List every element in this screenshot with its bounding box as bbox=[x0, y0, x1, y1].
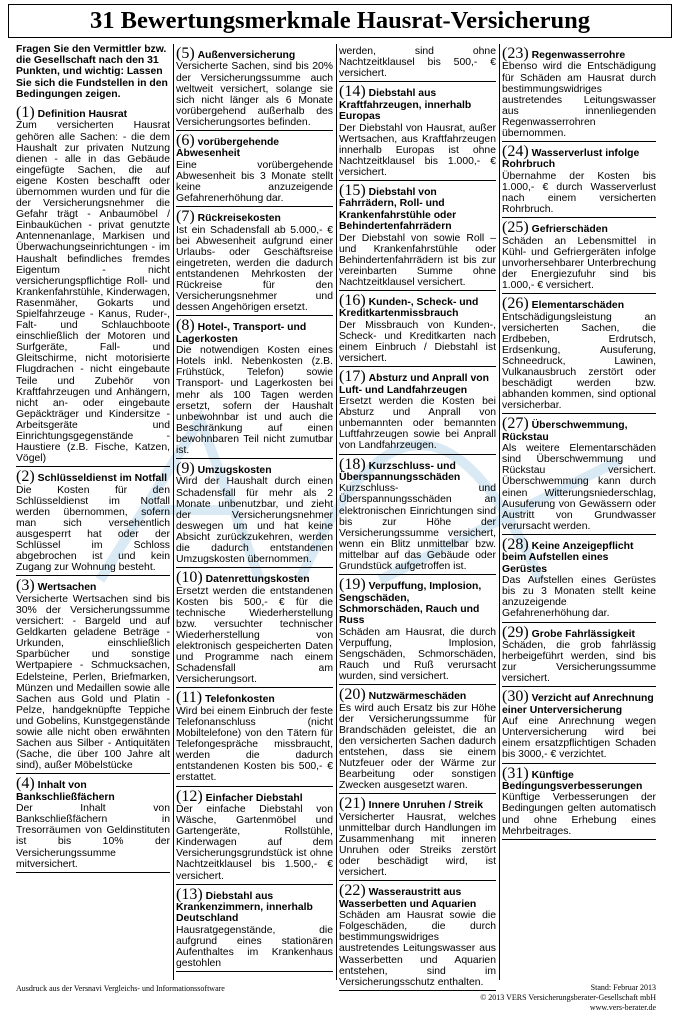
criterion-heading bbox=[176, 789, 333, 804]
criterion-section bbox=[176, 885, 333, 973]
criterion-heading bbox=[339, 183, 496, 233]
criterion-text: Ersetzt werden die Kosten bei Absturz und Anprall von unbemannten oder bemannten Luftfahrzeugen sowie bei Anprall von Landfahrzeugen. bbox=[339, 396, 496, 452]
criterion-section bbox=[176, 459, 333, 568]
criterion-section bbox=[502, 218, 656, 294]
criterion-number: (15) bbox=[339, 181, 366, 199]
criterion-heading bbox=[176, 209, 333, 224]
criterion-title: Definition Hausrat bbox=[37, 109, 128, 121]
criterion-title: Kunden-, Scheck- und Kreditkartenmissbrauch bbox=[339, 297, 479, 320]
column-3 bbox=[339, 44, 496, 988]
criterion-text: Es wird auch Ersatz bis zur Höhe der Versicherungssumme für Brandschäden geleistet, die an den versicherten Sachen dadurch entstehen, dass sie einem Nutzfeuer oder der Wärme zur Bearbeitung oder sonstigen Zwecken ausgesetzt waren. bbox=[339, 702, 496, 792]
criterion-heading bbox=[502, 537, 656, 575]
criterion-number: (7) bbox=[176, 208, 195, 226]
criterion-number: (13) bbox=[176, 885, 203, 903]
criterion-title: Verzicht auf Anrechnung einer Unterversicherung bbox=[502, 693, 654, 716]
criterion-number: (28) bbox=[502, 535, 529, 553]
criterion-heading bbox=[502, 625, 656, 640]
criterion-title: Einfacher Diebstahl bbox=[205, 792, 303, 804]
criterion-text: Kurzschluss- und Überspannungsschäden an elektronischen Einrichtungen sind bis zur Höhe der Versicherungssumme versichert, wenn ein Blitz unmittelbar bzw. mittelbar auf das Gebäude oder Grundstück aufgetroffen ist. bbox=[339, 483, 496, 572]
criterion-text: Schäden am Hausrat sowie die Folgeschäden, die durch bestimmungswidriges austretendes Leitungswasser aus Wasserbetten und Aquarien entstehen, sind im Versicherungsschutz enthalten. bbox=[339, 910, 496, 988]
criterion-number: (14) bbox=[339, 83, 366, 101]
criterion-section bbox=[339, 44, 496, 82]
criterion-text: Die Kosten für den Schlüsseldienst im Notfall werden übernommen, sofern man sich versehentlich ausgesperrt hat oder der Schlüssel im Schloss abgebrochen ist und kein Zugang zur Wohnung besteht. bbox=[16, 484, 170, 574]
criterion-section bbox=[339, 455, 496, 576]
criterion-text: Zum versicherten Hausrat gehören alle Sachen: - die dem Haushalt zur privaten Nutzung dienen - alle in das Gebäude eingefügte Sachen, die auf eigene Kosten beschafft oder übernommen wurden und für die der Versicherungsnehmer die Gefahr trägt - Anbaumöbel / Einbauküchen - privat genutzte Antennenanlage, Markisen und Überwachungseinrichtungen - im Haushalt befindliches fremdes Eigentum - nicht versicherungspflichtige Roll- und Krankenfahrstühle, Kinderwagen, Rasenmäher, Gokarts und Spielfahrzeuge - Kanus, Ruder-, Falt- und Schlauchboote einschließlich der Motoren und Surfgeräte, Fall- und Gleitschirme, nicht motorisierte Flugdrachen - nicht eingebaute Teile und Zubehör von Kraftfahrzeugen und Anhängern, nicht an- oder eingebaute Gepäckträger und Kindersitze - Arbeitsgeräte und Einrichtungsgegenstände - Haustiere (z.B. Fische, Katzen, Vögel) bbox=[16, 120, 170, 465]
column-divider bbox=[173, 44, 174, 980]
column-1 bbox=[16, 44, 170, 982]
footer-copyright: © 2013 VERS Versicherungsberater-Gesellschaft mbH bbox=[480, 993, 656, 1002]
criterion-heading bbox=[176, 318, 333, 345]
criterion-number: (2) bbox=[16, 468, 35, 486]
criterion-section bbox=[502, 414, 656, 535]
criterion-number: (22) bbox=[339, 882, 366, 900]
criterion-section bbox=[339, 685, 496, 794]
criterion-number: (10) bbox=[176, 569, 203, 587]
criterion-title: Regenwasserrohre bbox=[531, 50, 626, 61]
criterion-section bbox=[176, 131, 333, 207]
criterion-heading bbox=[502, 416, 656, 443]
footer-date: Stand: Februar 2013 bbox=[590, 983, 656, 992]
criterion-heading bbox=[176, 570, 333, 585]
criterion-number: (16) bbox=[339, 292, 366, 310]
criterion-title: Kurzschluss- und Überspannungsschäden bbox=[339, 460, 461, 483]
criterion-section bbox=[16, 467, 170, 576]
criterion-title: Diebstahl von Fahrrädern, Roll- und Krankenfahrstühle oder Behindertenfahrrädern bbox=[339, 186, 457, 233]
criterion-section bbox=[339, 181, 496, 291]
criterion-title: Wasserverlust infolge Rohrbruch bbox=[502, 148, 640, 171]
criterion-text: Auf eine Anrechnung wegen Unterversicherung wird bei einem ersatzpflichtigen Schaden bis 3000,- € verzichtet. bbox=[502, 716, 656, 761]
criterion-heading bbox=[339, 293, 496, 320]
criterion-number: (17) bbox=[339, 368, 366, 386]
criterion-number: (20) bbox=[339, 686, 366, 704]
criterion-title: Außenversicherung bbox=[197, 50, 296, 61]
criterion-heading bbox=[502, 220, 656, 235]
criterion-number: (6) bbox=[176, 131, 195, 149]
criterion-heading bbox=[176, 887, 333, 925]
criterion-section bbox=[176, 688, 333, 786]
criterion-section bbox=[16, 774, 170, 872]
criterion-heading bbox=[502, 766, 656, 793]
column-divider bbox=[336, 44, 337, 980]
footer-info bbox=[480, 983, 656, 1013]
criterion-title: Rückreisekosten bbox=[197, 213, 281, 225]
criterion-heading bbox=[339, 883, 496, 910]
criterion-heading bbox=[339, 457, 496, 484]
criterion-section bbox=[502, 764, 656, 840]
criterion-section bbox=[502, 623, 656, 688]
criterion-title: Künftige Bedingungsverbesserungen bbox=[502, 769, 643, 792]
criterion-text: Die notwendigen Kosten eines Hotels inkl. Nebenkosten (z.B. Frühstück, Telefon) sowie Transport- und Lagerkosten bei mehr als 100 Tagen werden ersetzt, sofern der Haushalt unbewohnbar ist und auch die Beschränkung auf einen bewohnbaren Teil nicht zumutbar ist. bbox=[176, 345, 333, 456]
criterion-number: (8) bbox=[176, 317, 195, 335]
criterion-section bbox=[339, 575, 496, 685]
criterion-section bbox=[16, 103, 170, 467]
criterion-text: Künftige Verbesserungen der Bedingungen gelten automatisch und ohne Erhebung eines Mehrbeitrages. bbox=[502, 792, 656, 837]
criterion-text: Versicherter Hausrat, welches unmittelbar durch Handlungen im Zusammenhang mit inneren Unruhen oder Streiks zerstört oder beschädigt wird, ist versichert. bbox=[339, 811, 496, 879]
criterion-text: Schäden, die grob fahrlässig herbeigeführt werden, sind bis zur Versicherungssumme versichert. bbox=[502, 639, 656, 685]
criterion-number: (12) bbox=[176, 787, 203, 805]
criterion-title: Überschwemmung, Rückstau bbox=[502, 420, 628, 443]
criterion-title: Verpuffung, Implosion, Sengschäden, Schmorschäden, Rauch und Russ bbox=[339, 581, 482, 627]
criterion-text: Der einfache Diebstahl von Wäsche, Gartenmöbel und Gartengeräte, Rollstühle, Kinderwagen auf dem Versicherungsgrundstück ist ohne Nachtzeitklausel bis 1.500,- € versichert. bbox=[176, 803, 333, 882]
criterion-title: vorübergehende Abwesenheit bbox=[176, 136, 280, 160]
criterion-number: (4) bbox=[16, 775, 35, 793]
criterion-heading bbox=[502, 144, 656, 171]
criterion-number: (25) bbox=[502, 219, 529, 237]
criterion-title: Hotel-, Transport- und Lagerkosten bbox=[176, 322, 307, 345]
criterion-text: Entschädigungsleistung an versicherten Sachen, die Erdbeben, Erdrutsch, Erdsenkung, Ausuferung, Schneedruck, Lawinen, Vulkanausbruch zerstört oder beschädigt werden bzw. abhanden kommen, sind optional versicherbar. bbox=[502, 311, 656, 412]
criterion-section bbox=[16, 576, 170, 774]
criterion-heading bbox=[502, 689, 656, 716]
criterion-title: Absturz und Anprall von Luft- und Landfahrzeugen bbox=[339, 373, 489, 396]
criterion-section bbox=[339, 794, 496, 881]
criterion-heading bbox=[176, 690, 333, 705]
criterion-text: Eine vorübergehende Abwesenheit bis 3 Monate stellt keine anzuzeigende Gefahrenerhöhung dar. bbox=[176, 159, 333, 205]
criterion-text: Schäden an Lebensmittel in Kühl- und Gefriergeräten infolge unvorhersehbarer Unterbrechung der Energiezufuhr sind bis 1.000,- € versichert. bbox=[502, 235, 656, 292]
criterion-text: Übernahme der Kosten bis 1.000,- € durch Wasserverlust nach einem versicherten Rohrbruch. bbox=[502, 170, 656, 216]
criterion-title: Inhalt von Bankschließfächern bbox=[16, 780, 115, 803]
criterion-section bbox=[502, 142, 656, 218]
criterion-heading bbox=[339, 577, 496, 627]
criterion-heading bbox=[339, 687, 496, 702]
criterion-number: (24) bbox=[502, 143, 529, 161]
criterion-text: werden, sind ohne Nachtzeitklausel bis 500,- € versichert. bbox=[339, 46, 496, 80]
criterion-number: (1) bbox=[16, 104, 35, 122]
criterion-section bbox=[339, 367, 496, 454]
criterion-text: Der Missbrauch von Kunden-, Scheck- und Kreditkarten nach einem Einbruch / Diebstahl ist versichert. bbox=[339, 319, 496, 365]
criterion-section bbox=[339, 82, 496, 181]
criterion-title: Grobe Fahrlässigkeit bbox=[531, 628, 636, 640]
criterion-text: Ebenso wird die Entschädigung für Schäden am Hausrat durch bestimmungswidriges austretendes Leitungswasser aus innenliegenden Regenwasserrohren übernommen. bbox=[502, 61, 656, 139]
criterion-title: Gefrierschäden bbox=[531, 224, 608, 236]
criterion-number: (11) bbox=[176, 689, 203, 707]
criterion-section bbox=[176, 316, 333, 459]
criterion-text: Als weitere Elementarschäden sind Überschwemmung und Rückstau versichert. Überschwemmung kann durch einen Witterungsniederschlag, Ausuferung von Gewässern oder Austritt von Grundwasser verursacht werden. bbox=[502, 443, 656, 532]
criterion-number: (27) bbox=[502, 415, 529, 433]
criterion-title: Telefonkosten bbox=[205, 694, 275, 706]
criterion-number: (23) bbox=[502, 45, 529, 62]
criterion-section bbox=[502, 535, 656, 623]
criterion-heading bbox=[176, 461, 333, 476]
criterion-text: Der Diebstahl von Hausrat, außer Wertsachen, aus Kraftfahrzeugen innerhalb Europas ist ohne Nachtzeitklausel bis 1.000,- € versichert. bbox=[339, 122, 496, 178]
page-title: 31 Bewertungsmerkmale Hausrat-Versicherung bbox=[8, 4, 672, 38]
criterion-section bbox=[502, 44, 656, 142]
criterion-heading bbox=[16, 578, 170, 593]
criterion-text: Der Diebstahl von sowie Roll – und Krankenfahrstühle oder Behindertenfahrrädern ist bis zur vereinbarten Summe ohne Nachtzeitklausel versichert. bbox=[339, 232, 496, 288]
criterion-text: Ersetzt werden die entstandenen Kosten bis 500,- € für die technische Wiederherstellung bzw. versuchter technischer Wiederherstellung von elektronisch gespeicherten Daten und Programme nach einem Schadensfall am Versicherungsort. bbox=[176, 585, 333, 686]
criterion-heading bbox=[502, 296, 656, 311]
footer-source: Ausdruck aus der Versnavi Vergleichs- und Informationssoftware bbox=[16, 984, 225, 993]
criterion-title: Diebstahl aus Kraftfahrzeugen, innerhalb Europas bbox=[339, 88, 472, 123]
criterion-text: Versicherte Wertsachen sind bis 30% der Versicherungssumme versichert: - Bargeld und auf Geldkarten geladene Beträge - Urkunden, einschließlich Sparbücher und sonstige Wertpapiere - Schmucksachen, Edelsteine, Perlen, Briefmarken, Münzen und Medaillen sowie alle Sachen aus Gold und Platin - Pelze, handgeknüpfte Teppiche und Gobelins, Kunstgegenstände sowie alle nicht oben erwähnten Sachen aus Silber - Antiquitäten (Sache, die über 100 Jahre alt sind), außer Möbelstücke bbox=[16, 593, 170, 772]
criterion-title: Datenrettungskosten bbox=[205, 574, 310, 586]
criterion-heading bbox=[176, 133, 333, 160]
criterion-title: Elementarschäden bbox=[531, 300, 625, 312]
criterion-number: (19) bbox=[339, 576, 366, 594]
criterion-title: Keine Anzeigepflicht beim Aufstellen eines Gerüstes bbox=[502, 540, 634, 575]
criterion-title: Nutzwärmeschäden bbox=[368, 691, 467, 703]
criterion-section bbox=[339, 881, 496, 990]
criterion-heading bbox=[502, 46, 656, 61]
criterion-number: (31) bbox=[502, 764, 529, 782]
criterion-number: (18) bbox=[339, 455, 366, 473]
column-2 bbox=[176, 44, 333, 982]
criterion-text: Ist ein Schadensfall ab 5.000,- € bei Abwesenheit aufgrund einer Urlaubs- oder Geschäftsreise eingetreten, werden die dadurch entstandenen Mehrkosten der Rückreise für den Versicherungsnehmer und dessen Angehörigen ersetzt. bbox=[176, 224, 333, 314]
footer-website: www.vers-berater.de bbox=[589, 1003, 656, 1012]
criterion-text: Der Inhalt von Bankschließfächern in Tresorräumen von Geldinstituten ist bis 10% der Versicherungssumme mitversichert. bbox=[16, 803, 170, 870]
criterion-text: Versicherte Sachen, sind bis 20% der Versicherungssumme auch weltweit versichert, solange sie sich nicht länger als 6 Monate vorübergehend außerhalb des Versicherungsortes befinden. bbox=[176, 61, 333, 128]
criterion-text: Das Aufstellen eines Gerüstes bis zu 3 Monaten stellt keine anzuzeigende Gefahrenerhöhung dar. bbox=[502, 575, 656, 620]
criterion-section bbox=[176, 787, 333, 885]
criterion-heading bbox=[339, 369, 496, 396]
criterion-number: (26) bbox=[502, 295, 529, 313]
criterion-title: Wasseraustritt aus Wasserbetten und Aquarien bbox=[339, 887, 477, 910]
intro-text: Fragen Sie den Vermittler bzw. die Gesellschaft nach den 31 Punkten, und wichtig: Lassen Sie sich die Fundstellen in den Bedingungen zeigen. bbox=[16, 44, 168, 100]
criterion-number: (21) bbox=[339, 795, 366, 813]
criterion-number: (3) bbox=[16, 577, 35, 595]
criterion-title: Schlüsseldienst im Notfall bbox=[37, 473, 167, 485]
criterion-heading bbox=[16, 469, 170, 484]
criterion-section bbox=[502, 294, 656, 414]
criterion-heading bbox=[176, 46, 333, 61]
criterion-number: (30) bbox=[502, 688, 529, 706]
criterion-number: (29) bbox=[502, 623, 529, 641]
criterion-title: Umzugskosten bbox=[197, 465, 272, 477]
criterion-heading bbox=[16, 776, 170, 803]
criterion-number: (5) bbox=[176, 45, 195, 62]
criterion-section bbox=[176, 207, 333, 316]
criterion-title: Wertsachen bbox=[37, 582, 97, 594]
column-divider bbox=[499, 44, 500, 980]
criterion-heading bbox=[339, 84, 496, 122]
criterion-text: Wird der Haushalt durch einen Schadensfall für mehr als 2 Monate unbenutzbar, und zieht der Versicherungsnehmer deswegen um und hat keine Absicht zurückzukehren, werden die dadurch entstandenen Umzugskosten übernommen. bbox=[176, 476, 333, 566]
criterion-heading bbox=[16, 105, 170, 120]
criterion-title: Diebstahl aus Krankenzimmern, innerhalb Deutschland bbox=[176, 890, 313, 925]
criterion-section bbox=[176, 568, 333, 688]
criterion-section bbox=[502, 687, 656, 763]
criterion-section bbox=[176, 44, 333, 131]
criterion-text: Hausratgegenstände, die aufgrund eines stationären Aufenthaltes im Krankenhaus gestohlen bbox=[176, 924, 333, 970]
criterion-section bbox=[339, 291, 496, 367]
criterion-text: Wird bei einem Einbruch der feste Telefonanschluss (nicht Mobiltelefone) von den Tätern für Telefongespräche missbraucht, werden die dadurch entstandenen Kosten bis 500,- € erstattet. bbox=[176, 705, 333, 784]
column-4 bbox=[502, 44, 656, 982]
criterion-title: Innere Unruhen / Streik bbox=[368, 800, 483, 812]
criterion-number: (9) bbox=[176, 460, 195, 478]
criterion-heading bbox=[339, 796, 496, 811]
criterion-text: Schäden am Hausrat, die durch Verpuffung, Implosion, Sengschäden, Schmorschäden, Rauch und Ruß verursacht wurden, sind versichert. bbox=[339, 626, 496, 683]
